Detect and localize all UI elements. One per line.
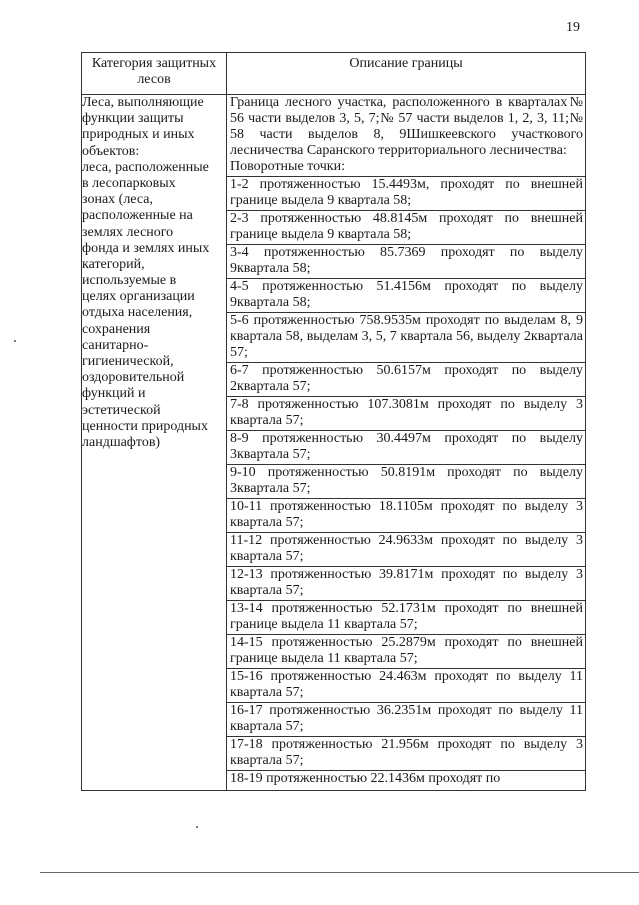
scan-speck — [196, 826, 198, 828]
boundary-point-entry: 14-15 протяженностью 25.2879м проходят по внешней границе выдела 11 квартала 57; — [227, 635, 585, 669]
boundary-point-entry: 8-9 протяженностью 30.4497м проходят по выделу 3квартала 57; — [227, 431, 585, 465]
description-cell — [227, 95, 586, 791]
category-line: категорий, — [82, 256, 145, 272]
category-line: оздоровительной — [82, 370, 185, 386]
category-line: ландшафтов) — [82, 434, 161, 450]
header-description: Описание границы — [227, 53, 586, 95]
table-row — [82, 95, 586, 791]
page-number: 19 — [566, 20, 580, 35]
category-line: объектов: — [82, 143, 140, 159]
category-line: отдыха населения, — [82, 305, 193, 321]
boundary-point-entry: 10-11 протяженностью 18.1105м проходят по выделу 3 квартала 57; — [227, 499, 585, 533]
boundary-point-entry: 4-5 протяженностью 51.4156м проходят по выделу 9квартала 58; — [227, 279, 585, 313]
category-line: фонда и землях иных — [82, 240, 210, 256]
boundary-point-entry: 2-3 протяженностью 48.8145м проходят по внешней границе выдела 9 квартала 58; — [227, 211, 585, 245]
scan-edge-line — [40, 872, 639, 873]
category-line: сохранения — [82, 321, 151, 337]
description-intro: Граница лесного участка, расположенного в кварталах№ 56 части выделов 3, 5, 7;№ 57 части выделов 1, 2, 3, 11;№ 58 части выделов 8, 9Шишкеевского участкового лесничества Саранского территориального лесничества: — [230, 95, 583, 158]
category-line: леса, расположенные — [82, 159, 209, 175]
category-line: используемые в — [82, 273, 177, 289]
category-line: Леса, выполняющие — [82, 95, 204, 110]
boundary-point-entry: 15-16 протяженностью 24.463м проходят по выделу 11 квартала 57; — [227, 669, 585, 703]
boundary-point-entry: 7-8 протяженностью 107.3081м проходят по выделу 3 квартала 57; — [227, 397, 585, 431]
category-line: санитарно- — [82, 337, 149, 353]
category-line: функций и — [82, 386, 146, 402]
boundary-point-entry: 12-13 протяженностью 39.8171м проходят по выделу 3 квартала 57; — [227, 567, 585, 601]
category-line: эстетической — [82, 402, 161, 418]
table-header-row — [82, 53, 586, 95]
boundary-point-entry: 18-19 протяженностью 22.1436м проходят по — [230, 771, 501, 786]
category-line: зонах (леса, — [82, 192, 153, 208]
description-intro-block — [227, 95, 585, 177]
category-line: целях организации — [82, 289, 195, 305]
boundary-point-entry: 9-10 протяженностью 50.8191м проходят по выделу 3квартала 57; — [227, 465, 585, 499]
category-line: расположенные на — [82, 208, 193, 224]
scan-speck — [14, 340, 16, 342]
category-line: природных и иных — [82, 127, 195, 143]
boundary-point-entry: 6-7 протяженностью 50.6157м проходят по выделу 2квартала 57; — [227, 363, 585, 397]
category-line: функции защиты — [82, 111, 184, 127]
description-subhead: Поворотные точки: — [230, 159, 345, 174]
boundary-point-entry: 16-17 протяженностью 36.2351м проходят по выделу 11 квартала 57; — [227, 703, 585, 737]
boundary-point-entry: 5-6 протяженностью 758.9535м проходят по выделам 8, 9 квартала 58, выделам 3, 5, 7 квартала 56, выделу 2квартала 57; — [227, 313, 585, 363]
header-category: Категория защитных лесов — [82, 53, 227, 95]
boundary-table — [81, 52, 586, 791]
boundary-point-entry: 17-18 протяженностью 21.956м проходят по выделу 3 квартала 57; — [227, 737, 585, 771]
boundary-point-entry: 13-14 протяженностью 52.1731м проходят по внешней границе выдела 11 квартала 57; — [227, 601, 585, 635]
boundary-point-entry: 3-4 протяженностью 85.7369 проходят по выделу 9квартала 58; — [227, 245, 585, 279]
category-cell — [82, 95, 227, 791]
category-line: землях лесного — [82, 224, 174, 240]
category-line: ценности природных — [82, 418, 208, 434]
boundary-point-entry: 1-2 протяженностью 15.4493м, проходят по внешней границе выдела 9 квартала 58; — [227, 177, 585, 211]
category-line: в лесопарковых — [82, 175, 176, 191]
boundary-point-entry: 11-12 протяженностью 24.9633м проходят по выделу 3 квартала 57; — [227, 533, 585, 567]
category-line: гигиенической, — [82, 354, 174, 369]
